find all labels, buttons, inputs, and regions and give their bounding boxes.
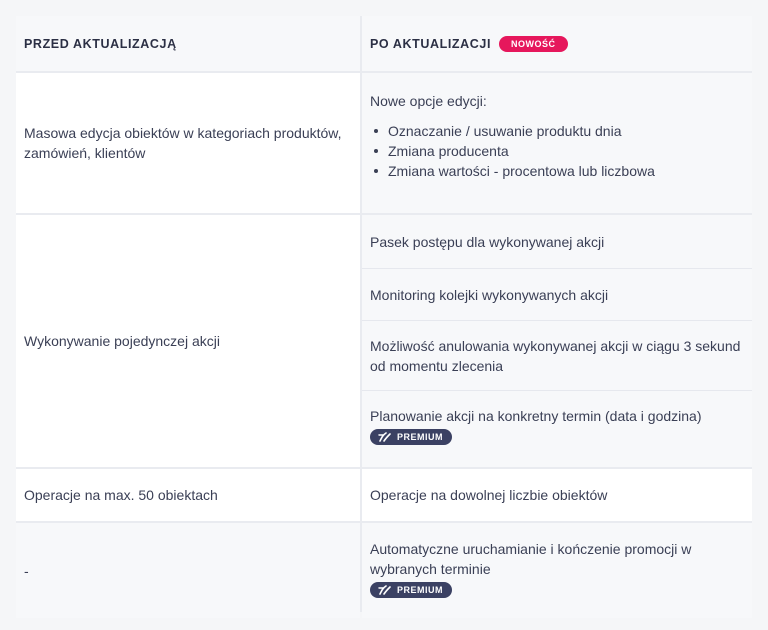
single-action-item bbox=[362, 321, 752, 391]
limits-after-text: Operacje na dowolnej liczbie obiektów bbox=[370, 487, 608, 503]
list-item: Oznaczanie / usuwanie produktu dnia bbox=[388, 121, 744, 141]
row-promotions-before bbox=[16, 523, 360, 618]
premium-badge bbox=[370, 582, 452, 598]
row-single-action-before bbox=[16, 215, 360, 467]
premium-badge bbox=[370, 429, 452, 445]
promotions-after-text: Automatyczne uruchamianie i kończenie promocji w wybranych terminie bbox=[370, 541, 692, 577]
list-item: Zmiana wartości - procentowa lub liczbowa bbox=[388, 161, 744, 181]
row-limits-before bbox=[16, 469, 360, 521]
promotions-before-text: - bbox=[24, 562, 29, 579]
limits-before-text: Operacje na max. 50 obiektach bbox=[24, 487, 218, 503]
row-limits-after bbox=[362, 469, 752, 521]
header-after-label: PO AKTUALIZACJI bbox=[370, 36, 492, 51]
header-after bbox=[362, 16, 752, 71]
header-before bbox=[16, 16, 360, 71]
single-action-item-text: Monitoring kolejki wykonywanych akcji bbox=[370, 286, 609, 303]
premium-badge-label: PREMIUM bbox=[397, 432, 443, 442]
row-single-action-after bbox=[362, 215, 752, 467]
new-badge: NOWOŚĆ bbox=[499, 36, 568, 52]
row-promotions-after bbox=[362, 523, 752, 618]
single-action-item bbox=[362, 391, 752, 467]
comparison-table bbox=[16, 16, 752, 612]
premium-leaf-icon bbox=[378, 432, 392, 442]
single-action-item bbox=[362, 269, 752, 321]
list-item: Zmiana producenta bbox=[388, 141, 744, 161]
single-action-item-text: Planowanie akcji na konkretny termin (data i godzina) bbox=[370, 408, 702, 424]
premium-leaf-icon bbox=[378, 585, 392, 595]
mass-edit-options-list bbox=[370, 121, 744, 181]
mass-edit-before-text: Masowa edycja obiektów w kategoriach produktów, zamówień, klientów bbox=[24, 125, 342, 161]
row-mass-edit-before bbox=[16, 73, 360, 213]
single-action-item-text: Pasek postępu dla wykonywanej akcji bbox=[370, 233, 605, 250]
premium-badge-label: PREMIUM bbox=[397, 585, 443, 595]
header-before-label: PRZED AKTUALIZACJĄ bbox=[24, 36, 177, 51]
single-action-item bbox=[362, 215, 752, 269]
single-action-before-text: Wykonywanie pojedynczej akcji bbox=[24, 333, 220, 349]
row-mass-edit-after bbox=[362, 73, 752, 213]
mass-edit-options-title: Nowe opcje edycji: bbox=[370, 93, 487, 109]
single-action-item-text: Możliwość anulowania wykonywanej akcji w ciągu 3 sekund od momentu zlecenia bbox=[370, 337, 741, 374]
